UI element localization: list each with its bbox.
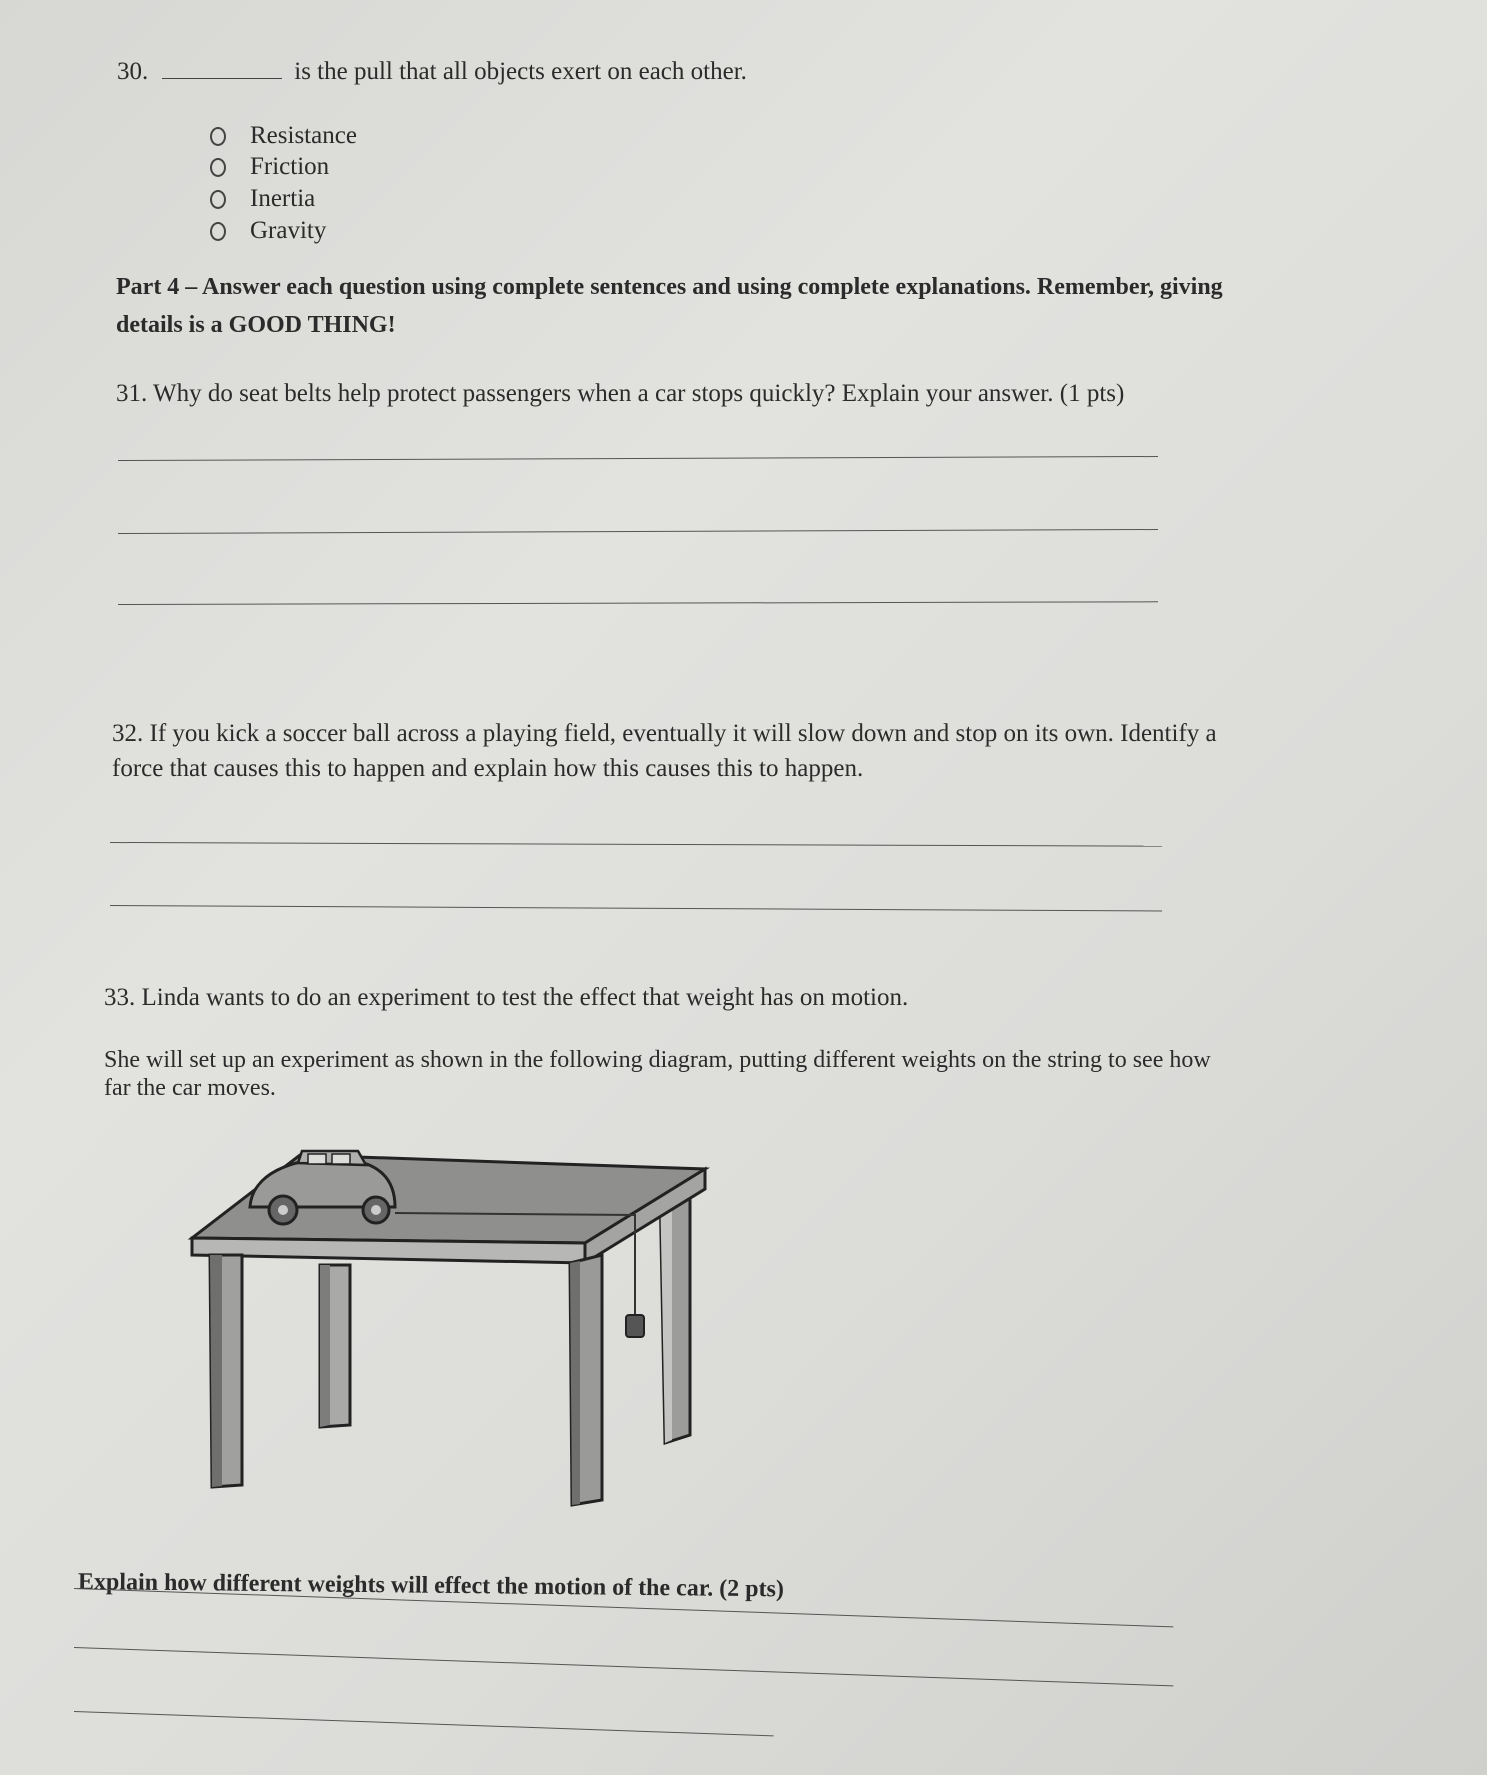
q32-answer-line-1[interactable]	[110, 842, 1162, 847]
q31-answer-line-2[interactable]	[118, 529, 1158, 534]
q32-text	[112, 718, 1472, 785]
q31-text: 31. Why do seat belts help protect passengers when a car stops quickly? Explain your answer. (1 pts)	[116, 380, 1125, 407]
q33-intro: 33. Linda wants to do an experiment to test the effect that weight has on motion.	[104, 984, 909, 1011]
q33-answer-line-3[interactable]	[74, 1711, 774, 1736]
q33-answer-line-2[interactable]	[74, 1647, 1173, 1686]
q30-line	[117, 56, 747, 87]
radio-icon[interactable]	[210, 190, 226, 209]
table-leg-back	[320, 1265, 350, 1427]
q32-line1: 32. If you kick a soccer ball across a playing field, eventually it will slow down and stop on its own. Identify a	[112, 720, 1217, 747]
radio-icon[interactable]	[210, 222, 226, 241]
q30-option-gravity[interactable]	[210, 217, 326, 245]
q31-answer-line-3[interactable]	[118, 601, 1158, 605]
q30-text: is the pull that all objects exert on each other.	[294, 58, 747, 85]
radio-icon[interactable]	[210, 127, 226, 146]
q30-option-resistance[interactable]	[210, 122, 357, 150]
hanging-weight	[626, 1315, 644, 1337]
table-leg-front-right	[570, 1255, 602, 1505]
q33-description	[104, 1045, 1464, 1103]
q30-number: 30.	[117, 58, 149, 85]
experiment-diagram	[180, 1135, 720, 1515]
q32-line2: force that causes this to happen and explain how this causes this to happen.	[112, 755, 864, 783]
part4-line1: Part 4 – Answer each question using complete sentences and using complete explanations. Remember, giving	[116, 274, 1223, 300]
q30-option-friction[interactable]	[210, 153, 329, 181]
table-leg-front-left	[210, 1255, 242, 1487]
option-label: Inertia	[250, 185, 316, 212]
q31-answer-line-1[interactable]	[118, 456, 1158, 461]
part4-heading	[116, 272, 1456, 340]
radio-icon[interactable]	[210, 158, 226, 177]
option-label: Gravity	[250, 217, 327, 244]
part4-line2: details is a GOOD THING!	[116, 312, 396, 338]
q33-line2: far the car moves.	[104, 1075, 276, 1101]
option-label: Friction	[250, 153, 330, 180]
q33-line1: She will set up an experiment as shown in the following diagram, putting different weights on the string to see how	[104, 1047, 1211, 1073]
option-label: Resistance	[250, 122, 357, 149]
q30-blank[interactable]	[162, 58, 282, 79]
q33-prompt: Explain how different weights will effect the motion of the car. (2 pts)	[77, 1569, 785, 1603]
q32-answer-line-2[interactable]	[110, 905, 1162, 912]
q30-option-inertia[interactable]	[210, 185, 315, 213]
